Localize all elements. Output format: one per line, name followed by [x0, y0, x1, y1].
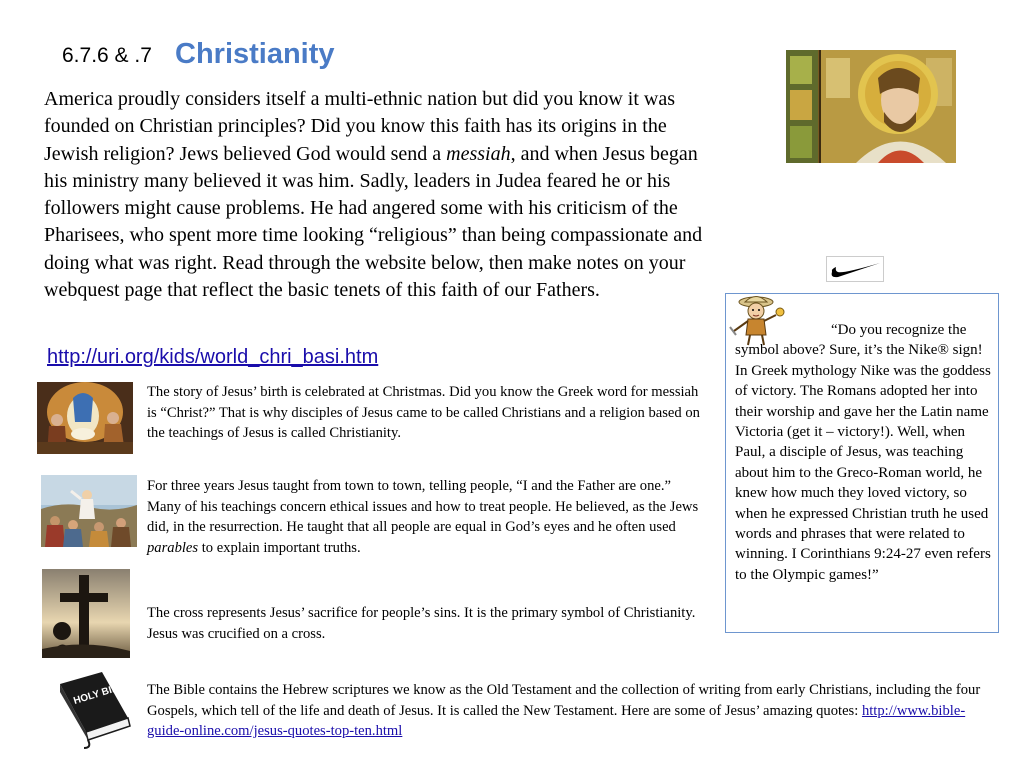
section-number: 6.7.6 & .7 — [62, 44, 152, 67]
bible-paragraph — [147, 680, 997, 742]
intro-text-end: , and when Jesus began his ministry many believed it was him. Sadly, leaders in Judea feared he or his followers might cause problems. He had angered some with his criticism of the Pharisees, who spent more time looking “religious” than being compassionate and doing what was right. Read through the website below, then make notes on your webquest page that reflect the basic tenets of this faith of our Fathers. — [44, 142, 703, 302]
cross-silhouette-image — [42, 569, 130, 658]
world-christianity-link[interactable]: http://uri.org/kids/world_chri_basi.htm — [47, 346, 379, 368]
bible-cover-text: HOLY BIBLE — [72, 679, 133, 707]
teaching-text-start: For three years Jesus taught from town to town, telling people, “I and the Father are one.” Many of his teachings concern ethical issues and how to treat people. He believed, as the Jews did, in the resurrection. He taught that all people are equal in God’s eyes and he often used — [147, 478, 699, 535]
jesus-quotes-link[interactable]: http://www.bible-guide-online.com/jesus-quotes-top-ten.html — [147, 702, 966, 739]
jesus-teaching-image — [41, 475, 137, 547]
teaching-text-end: to explain important truths. — [198, 539, 361, 556]
page-title: Christianity — [175, 38, 335, 70]
intro-italic-term: messiah — [446, 142, 511, 165]
holy-bible-icon — [48, 670, 134, 750]
intro-paragraph — [44, 86, 724, 304]
cross-paragraph: The cross represents Jesus’ sacrifice for people’s sins. It is the primary symbol of Christianity. Jesus was crucified on a cross. — [147, 605, 696, 642]
nike-quote: “Do you recognize the symbol above? Sure, it’s the Nike® sign! In Greek mythology Nike was the goddess of victory. The Romans adopted her into their worship and gave her the Latin name Victoria (get it – victory!). Well, when Paul, a disciple of Jesus, was teaching about him to the Greco-Roman world, he knew how much they loved victory, so when he expressed Christian truth he used words and phrases that were related to winning. I Corinthians 9:24-27 even refers to the Olympic games!” — [735, 322, 991, 583]
bible-text: The Bible contains the Hebrew scriptures we know as the Old Testament and the collection of writing from early Christians, including the four Gospels, which tell of the life and death of Jesus. It is called the New Testament. Here are some of Jesus’ amazing quotes: — [147, 682, 981, 719]
nike-quote-text — [735, 320, 993, 585]
intro-text-start: America proudly considers itself a multi-ethnic nation but did you know it was founded on Christian principles? Did you know this faith has its origins in the Jewish religion? Jews believed God would send a — [44, 88, 675, 165]
birth-paragraph: The story of Jesus’ birth is celebrated at Christmas. Did you know the Greek word for messiah is “Christ?” That is why disciples of Jesus came to be called Christians and a religion based on the teachings of Jesus is called Christianity. — [147, 384, 700, 441]
nike-swoosh-icon — [826, 256, 884, 282]
teaching-paragraph — [147, 476, 702, 558]
teaching-italic-term: parables — [147, 539, 199, 556]
nativity-image — [37, 382, 133, 454]
stained-glass-jesus-image — [786, 50, 956, 163]
